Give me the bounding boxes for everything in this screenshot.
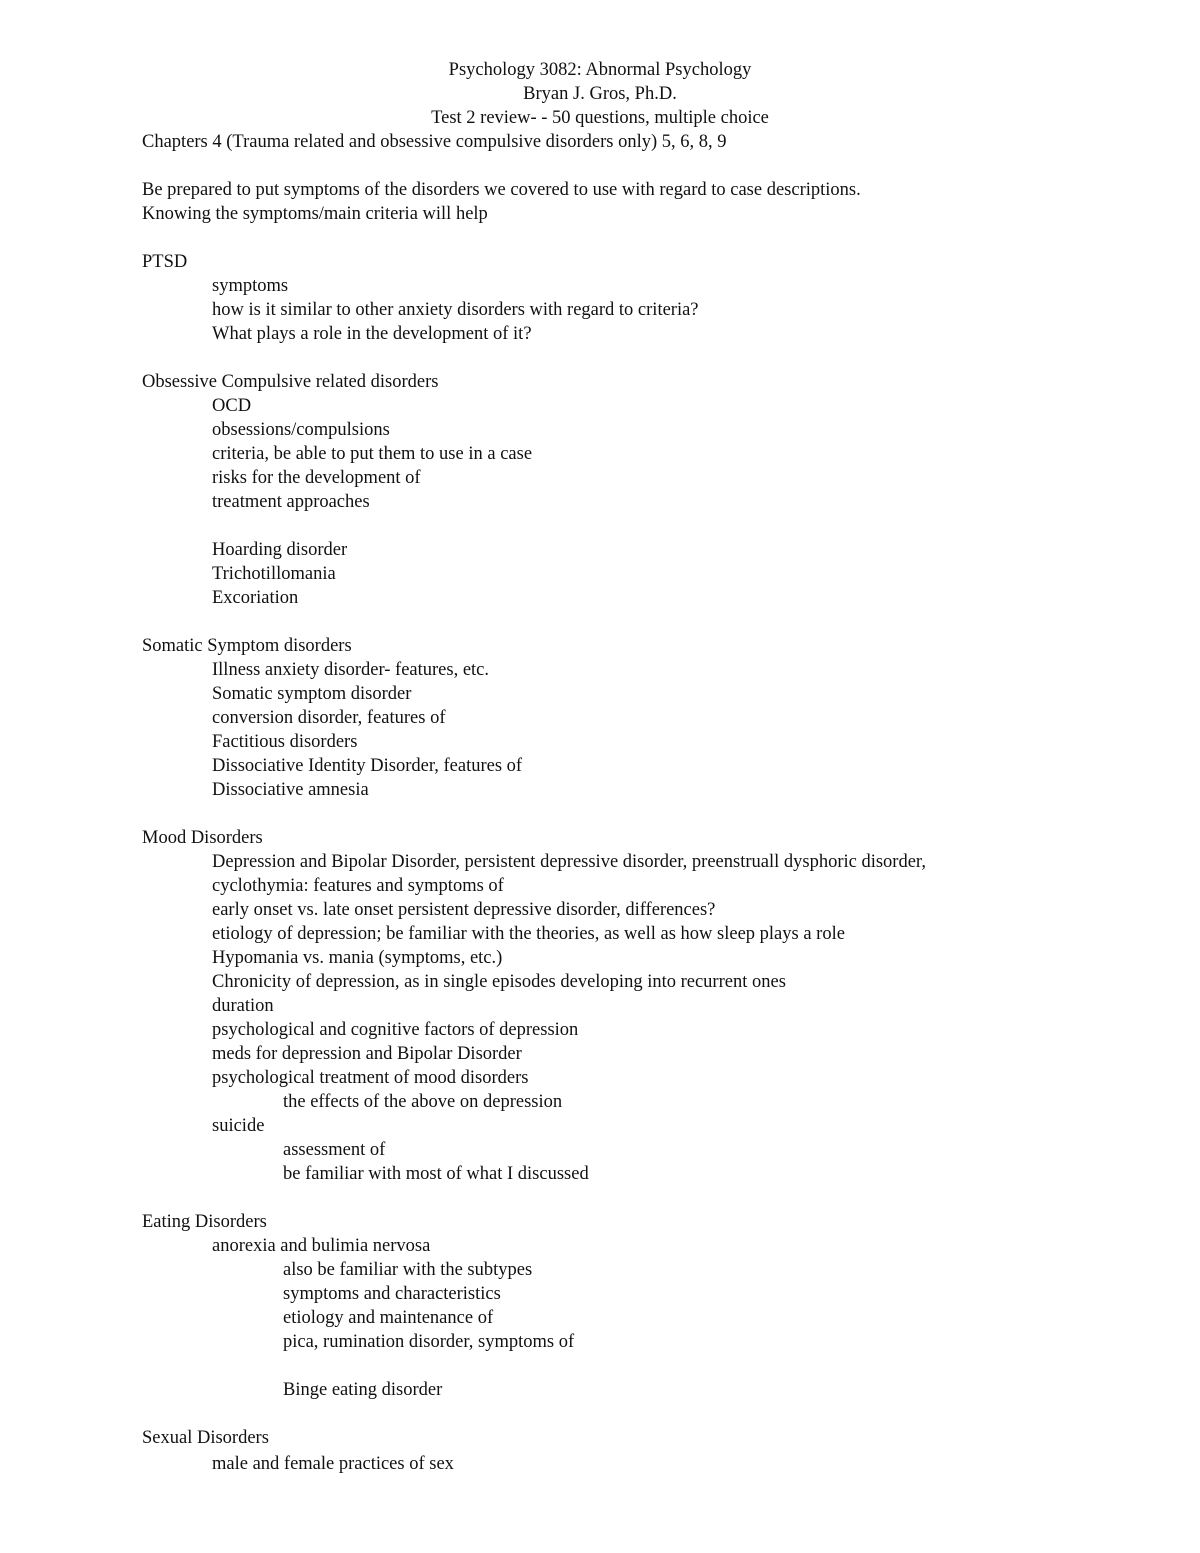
list-item: duration xyxy=(212,996,274,1016)
section-heading-ocd: Obsessive Compulsive related disorders xyxy=(142,372,439,392)
list-item: Hoarding disorder xyxy=(212,540,348,560)
list-item: how is it similar to other anxiety disorders with regard to criteria? xyxy=(212,300,699,320)
list-item: OCD xyxy=(212,396,252,416)
list-item: male and female practices of sex xyxy=(212,1454,454,1474)
list-item: obsessions/compulsions xyxy=(212,420,390,440)
section-heading-somatic: Somatic Symptom disorders xyxy=(142,636,352,656)
sub-list-item: assessment of xyxy=(283,1140,386,1160)
list-item: Illness anxiety disorder- features, etc. xyxy=(212,660,490,680)
list-item: early onset vs. late onset persistent depressive disorder, differences? xyxy=(212,900,716,920)
section-heading-eating: Eating Disorders xyxy=(142,1212,267,1232)
chapters-line: Chapters 4 (Trauma related and obsessive compulsive disorders only) 5, 6, 8, 9 xyxy=(142,132,727,152)
list-item: suicide xyxy=(212,1116,265,1136)
list-item: cyclothymia: features and symptoms of xyxy=(212,876,504,896)
list-item: Hypomania vs. mania (symptoms, etc.) xyxy=(212,948,503,968)
intro-line: Knowing the symptoms/main criteria will help xyxy=(142,204,488,224)
course-title: Psychology 3082: Abnormal Psychology xyxy=(448,60,752,80)
sub-list-item: the effects of the above on depression xyxy=(283,1092,563,1112)
sub-list-item: pica, rumination disorder, symptoms of xyxy=(283,1332,575,1352)
list-item: psychological and cognitive factors of depression xyxy=(212,1020,579,1040)
list-item: What plays a role in the development of it? xyxy=(212,324,532,344)
list-item: etiology of depression; be familiar with the theories, as well as how sleep plays a role xyxy=(212,924,845,944)
list-item: anorexia and bulimia nervosa xyxy=(212,1236,431,1256)
list-item: Somatic symptom disorder xyxy=(212,684,412,704)
list-item: risks for the development of xyxy=(212,468,421,488)
list-item: Chronicity of depression, as in single episodes developing into recurrent ones xyxy=(212,972,786,992)
section-heading-sexual: Sexual Disorders xyxy=(142,1428,269,1448)
test-info: Test 2 review- - 50 questions, multiple choice xyxy=(431,108,769,128)
section-heading-ptsd: PTSD xyxy=(142,252,188,272)
list-item: Dissociative Identity Disorder, features of xyxy=(212,756,523,776)
sub-list-item: Binge eating disorder xyxy=(283,1380,443,1400)
list-item: Trichotillomania xyxy=(212,564,336,584)
list-item: Dissociative amnesia xyxy=(212,780,369,800)
list-item: Excoriation xyxy=(212,588,299,608)
list-item: symptoms xyxy=(212,276,289,296)
intro-line: Be prepared to put symptoms of the disorders we covered to use with regard to case descriptions. xyxy=(142,180,861,200)
list-item: Factitious disorders xyxy=(212,732,358,752)
instructor-name: Bryan J. Gros, Ph.D. xyxy=(523,84,677,104)
list-item: Depression and Bipolar Disorder, persistent depressive disorder, preenstruall dysphoric disorder, xyxy=(212,852,926,872)
list-item: conversion disorder, features of xyxy=(212,708,446,728)
section-heading-mood: Mood Disorders xyxy=(142,828,263,848)
sub-list-item: be familiar with most of what I discussed xyxy=(283,1164,589,1184)
sub-list-item: symptoms and characteristics xyxy=(283,1284,501,1304)
list-item: meds for depression and Bipolar Disorder xyxy=(212,1044,522,1064)
list-item: psychological treatment of mood disorders xyxy=(212,1068,529,1088)
list-item: treatment approaches xyxy=(212,492,370,512)
sub-list-item: etiology and maintenance of xyxy=(283,1308,494,1328)
list-item: criteria, be able to put them to use in a case xyxy=(212,444,533,464)
sub-list-item: also be familiar with the subtypes xyxy=(283,1260,533,1280)
